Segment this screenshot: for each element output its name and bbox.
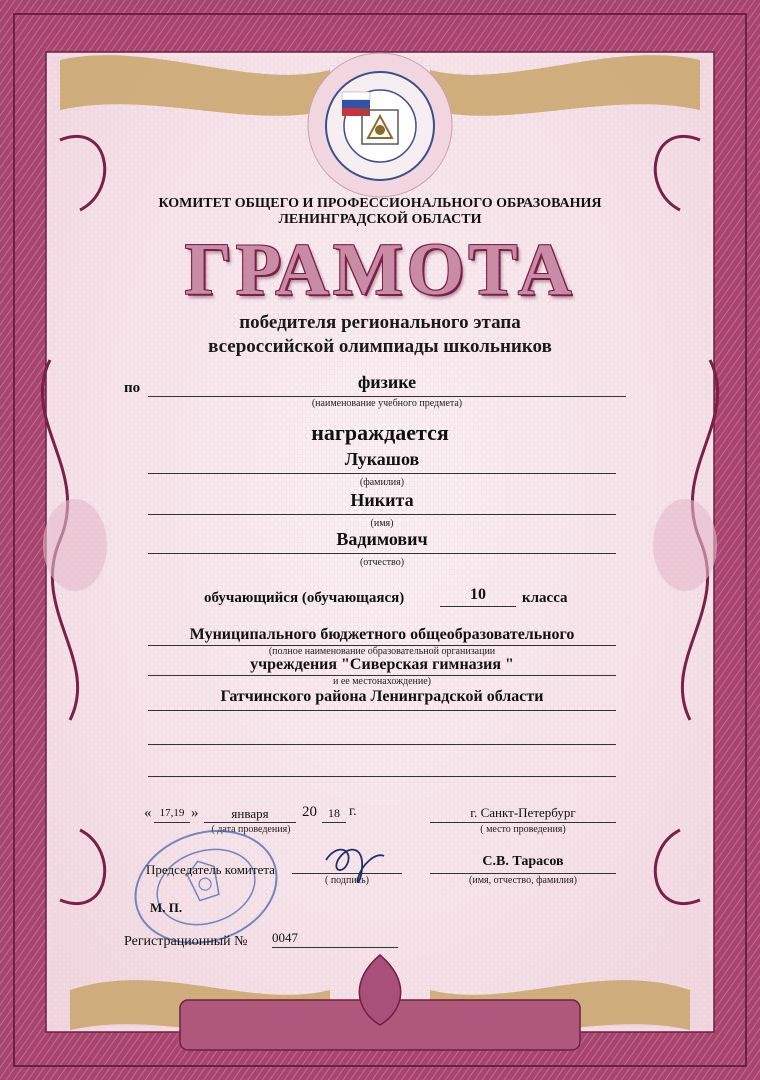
date-days: 17,19 xyxy=(159,807,185,819)
patronymic-value: Вадимович xyxy=(336,529,428,549)
olympiad-emblem-icon xyxy=(322,68,438,184)
signature-underline xyxy=(292,873,402,874)
date-days-underline xyxy=(154,822,190,823)
date-close-quote: » xyxy=(191,805,199,821)
subject-prefix: по xyxy=(124,380,141,396)
date-month-underline xyxy=(204,822,296,823)
first-name-underline xyxy=(148,514,616,515)
registration-label: Регистрационный № xyxy=(124,934,248,949)
subject-value: физике xyxy=(357,372,417,392)
grade-suffix: класса xyxy=(522,590,568,606)
place-caption: ( место проведения) xyxy=(480,824,566,835)
date-year-abbr: г. xyxy=(349,804,357,819)
surname-caption: (фамилия) xyxy=(359,477,405,488)
patronymic-caption: (отчество) xyxy=(359,557,405,568)
stamp-mark: М. П. xyxy=(150,900,183,915)
signature-caption: ( подпись) xyxy=(324,875,369,886)
chair-label: Председатель комитета xyxy=(146,862,275,877)
school-caption2: и ее местонахождение) xyxy=(333,676,431,687)
chair-name-underline xyxy=(430,873,616,874)
surname-underline xyxy=(148,473,616,474)
date-year-prefix: 20 xyxy=(302,804,317,820)
official-stamp-icon xyxy=(126,828,286,946)
awarded-label: награждается xyxy=(311,420,449,445)
subtitle-line2: всероссийской олимпиады школьников xyxy=(208,336,552,357)
blank-underline1 xyxy=(148,744,616,745)
place-value: г. Санкт-Петербург xyxy=(470,805,576,820)
subject-caption: (наименование учебного предмета) xyxy=(311,398,463,409)
place-underline xyxy=(430,822,616,823)
school-underline3 xyxy=(148,710,616,711)
committee-line2: ЛЕНИНГРАДСКОЙ ОБЛАСТИ xyxy=(278,212,482,227)
surname-value: Лукашов xyxy=(344,449,420,469)
date-caption: ( дата проведения) xyxy=(211,824,291,835)
grade-value: 10 xyxy=(470,586,486,603)
first-name-caption: (имя) xyxy=(370,518,394,529)
school-caption1: (полное наименование образовательной организации xyxy=(268,646,496,657)
subtitle-line1: победителя регионального этапа xyxy=(239,312,521,333)
grade-prefix: обучающийся (обучающаяся) xyxy=(204,590,405,606)
first-name-value: Никита xyxy=(350,490,414,510)
patronymic-underline xyxy=(148,553,616,554)
registration-number: 0047 xyxy=(272,930,298,945)
registration-underline xyxy=(272,947,398,948)
blank-underline2 xyxy=(148,776,616,777)
chair-name-caption: (имя, отчество, фамилия) xyxy=(469,875,577,886)
chair-name: С.В. Тарасов xyxy=(482,854,564,869)
subject-underline xyxy=(148,396,626,397)
school-line3: Гатчинского района Ленинградской области xyxy=(220,688,544,705)
committee-line1: КОМИТЕТ ОБЩЕГО И ПРОФЕССИОНАЛЬНОГО ОБРАЗОВАНИЯ xyxy=(158,196,602,211)
school-line1: Муниципального бюджетного общеобразовательного xyxy=(189,626,575,643)
certificate-title: ГРАМОТА xyxy=(184,229,576,311)
grade-underline xyxy=(440,606,516,607)
date-month: января xyxy=(231,806,269,821)
school-line2: учреждения "Сиверская гимназия " xyxy=(250,656,514,673)
date-year-suffix: 18 xyxy=(328,806,340,820)
date-year-underline xyxy=(322,822,346,823)
date-open-quote: « xyxy=(144,805,152,821)
